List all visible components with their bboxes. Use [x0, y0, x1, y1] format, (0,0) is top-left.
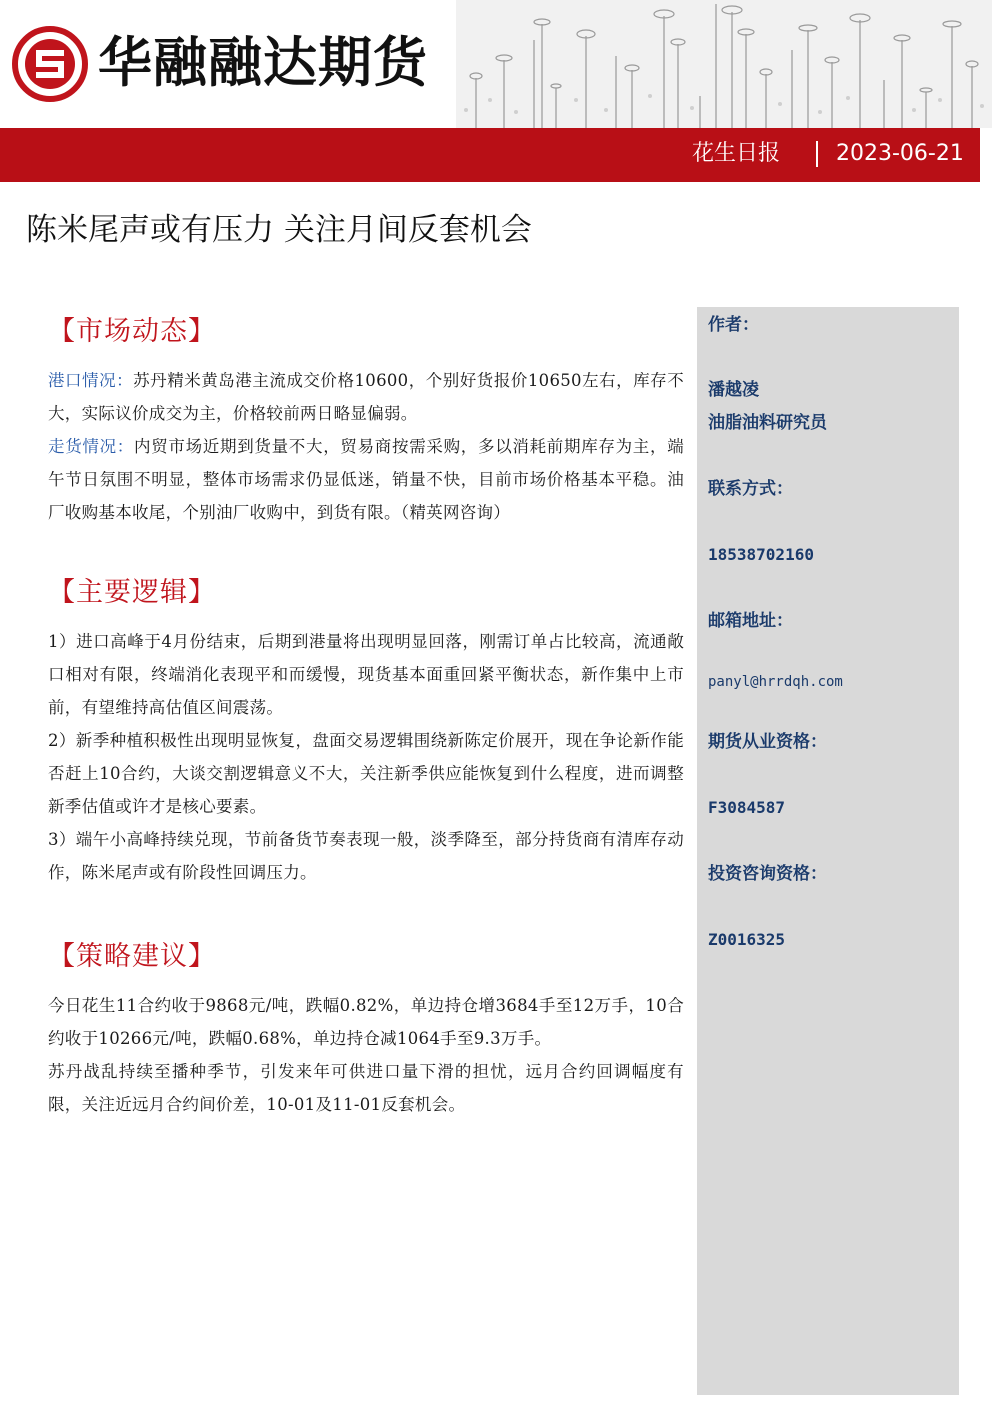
phone-number: 18538702160: [708, 545, 814, 564]
investment-qualification-number: Z0016325: [708, 930, 786, 949]
logic-point-3: 3）端午小高峰持续兑现，节前备货节奏表现一般，淡季降至，部分持货商有清库存动作，陈米尾声或有阶段性回调压力。: [48, 830, 684, 882]
email-address: panyl@hrrdqh.com: [708, 674, 843, 690]
logic-point-1: 1）进口高峰于4月份结束，后期到港量将出现明显回落，刚需订单占比较高，流通敞口相对有限，终端消化表现平和而缓慢，现货基本面重回紧平衡状态，新作集中上市前，有望维持高估值区间震荡。: [48, 632, 684, 717]
report-type: 花生日报: [691, 141, 780, 166]
logic-point-2: 2）新季种植积极性出现明显恢复，盘面交易逻辑围绕新陈定价展开，现在争论新作能否赶上10合约，大谈交割逻辑意义不大，关注新季供应能恢复到什么程度，进而调整新季估值或许才是核心要素。: [48, 731, 684, 816]
company-logo-icon: [12, 26, 88, 102]
report-date: 2023-06-21: [836, 141, 964, 166]
lead-port: 港口情况：: [48, 371, 134, 390]
decorative-pattern: [456, 0, 992, 128]
section-logic: [48, 573, 684, 889]
email-label: 邮箱地址：: [708, 611, 793, 631]
strategy-paragraph-1: 今日花生11合约收于9868元/吨，跌幅0.82%，单边持仓增3684手至12万手，10合约收于10266元/吨，跌幅0.68%，单边持仓减1064手至9.3万手。: [48, 996, 684, 1048]
report-banner: [0, 128, 980, 182]
futures-qualification-number: F3084587: [708, 798, 786, 817]
banner-divider: [816, 141, 818, 167]
lead-goods: 走货情况：: [48, 437, 134, 456]
contact-label: 联系方式：: [708, 479, 793, 499]
main-content: [48, 312, 684, 1121]
section-strategy: [48, 937, 684, 1121]
report-header: [0, 0, 992, 128]
section-heading-strategy: 【策略建议】: [48, 941, 216, 972]
section-heading-market: 【市场动态】: [48, 316, 216, 347]
section-market: [48, 312, 684, 529]
strategy-paragraph-2: 苏丹战乱持续至播种季节，引发来年可供进口量下滑的担忧，远月合约回调幅度有限，关注近远月合约间价差，10-01及11-01反套机会。: [48, 1062, 684, 1114]
author-title: 油脂油料研究员: [708, 413, 827, 433]
text-goods: 内贸市场近期到货量不大，贸易商按需采购，多以消耗前期库存为主，端午节日氛围不明显，整体市场需求仍显低迷，销量不快，目前市场价格基本平稳。油厂收购基本收尾，个别油厂收购中，到货有限。（精英网咨询）: [48, 437, 684, 522]
author-name: 潘越凌: [708, 380, 759, 400]
brand-name: 华融融达期货: [98, 31, 428, 94]
section-heading-logic: 【主要逻辑】: [48, 577, 216, 608]
text-port: 苏丹精米黄岛港主流成交价格10600，个别好货报价10650左右，库存不大，实际议价成交为主，价格较前两日略显偏弱。: [48, 371, 685, 423]
page-title: 陈米尾声或有压力 关注月间反套机会: [26, 212, 532, 248]
paragraph-port: [48, 364, 684, 430]
author-sidebar: [697, 307, 959, 1395]
author-label: 作者：: [708, 315, 759, 335]
investment-qualification-label: 投资咨询资格：: [708, 864, 827, 884]
futures-qualification-label: 期货从业资格：: [708, 732, 827, 752]
paragraph-goods: [48, 430, 684, 529]
